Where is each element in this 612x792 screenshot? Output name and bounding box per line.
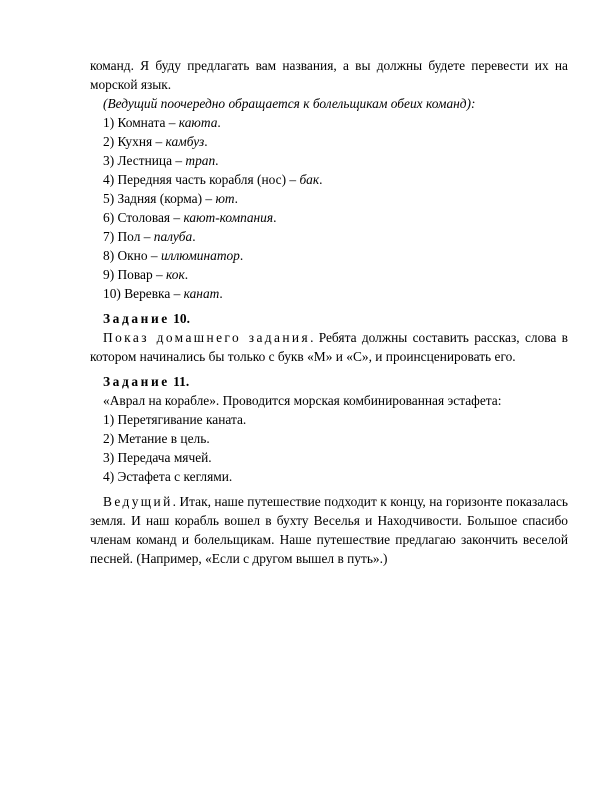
task-11-heading: Задание 11. xyxy=(103,374,190,389)
task-10-lead: Показ домашнего задания xyxy=(103,330,311,345)
list-item: 7) Пол – палуба. xyxy=(103,229,196,244)
list-item: 1) Комната – каюта. xyxy=(103,115,221,130)
document-body xyxy=(90,56,568,568)
task-11-intro: «Аврал на корабле». Проводится морская комбинированная эстафета: xyxy=(103,393,502,408)
list-item: 6) Столовая – кают-компания. xyxy=(103,210,277,225)
list-item: 8) Окно – иллюминатор. xyxy=(103,248,244,263)
task-10-body: . Ребята должны составить рассказ, слова в котором начинались бы только с букв «М» и «С», и проинсценировать его. xyxy=(90,330,568,364)
list-item: 5) Задняя (корма) – ют. xyxy=(103,191,238,206)
nautical-terms-list xyxy=(90,113,568,303)
closing-body: . Итак, наше путешествие подходит к концу, на горизонте показалась земля. И наш корабль вошел в бухту Веселья и Находчивости. Большое спасибо членам команд и болельщикам. Наше путешествие предлагаю закончить веселой песней. (Например, «Если с другом вышел в путь».) xyxy=(90,494,568,566)
list-item: 1) Перетягивание каната. xyxy=(103,412,247,427)
closing-lead: Ведущий xyxy=(103,494,173,509)
list-item: 4) Передняя часть корабля (нос) – бак. xyxy=(103,172,323,187)
list-item: 2) Метание в цель. xyxy=(103,431,210,446)
list-item: 3) Передача мячей. xyxy=(103,450,212,465)
closing-paragraph xyxy=(90,492,568,568)
list-item: 3) Лестница – трап. xyxy=(103,153,219,168)
list-item: 9) Повар – кок. xyxy=(103,267,189,282)
host-instruction: (Ведущий поочередно обращается к болельщикам обеих команд): xyxy=(103,96,476,111)
list-item: 10) Веревка – канат. xyxy=(103,286,223,301)
intro-paragraph: команд. Я буду предлагать вам названия, а вы должны будете перевести их на морской язык. xyxy=(90,58,568,92)
task-10-paragraph xyxy=(90,328,568,366)
task-10-heading: Задание 10. xyxy=(103,311,190,326)
list-item: 4) Эстафета с кеглями. xyxy=(103,469,233,484)
list-item: 2) Кухня – камбуз. xyxy=(103,134,208,149)
relay-list xyxy=(90,410,568,486)
